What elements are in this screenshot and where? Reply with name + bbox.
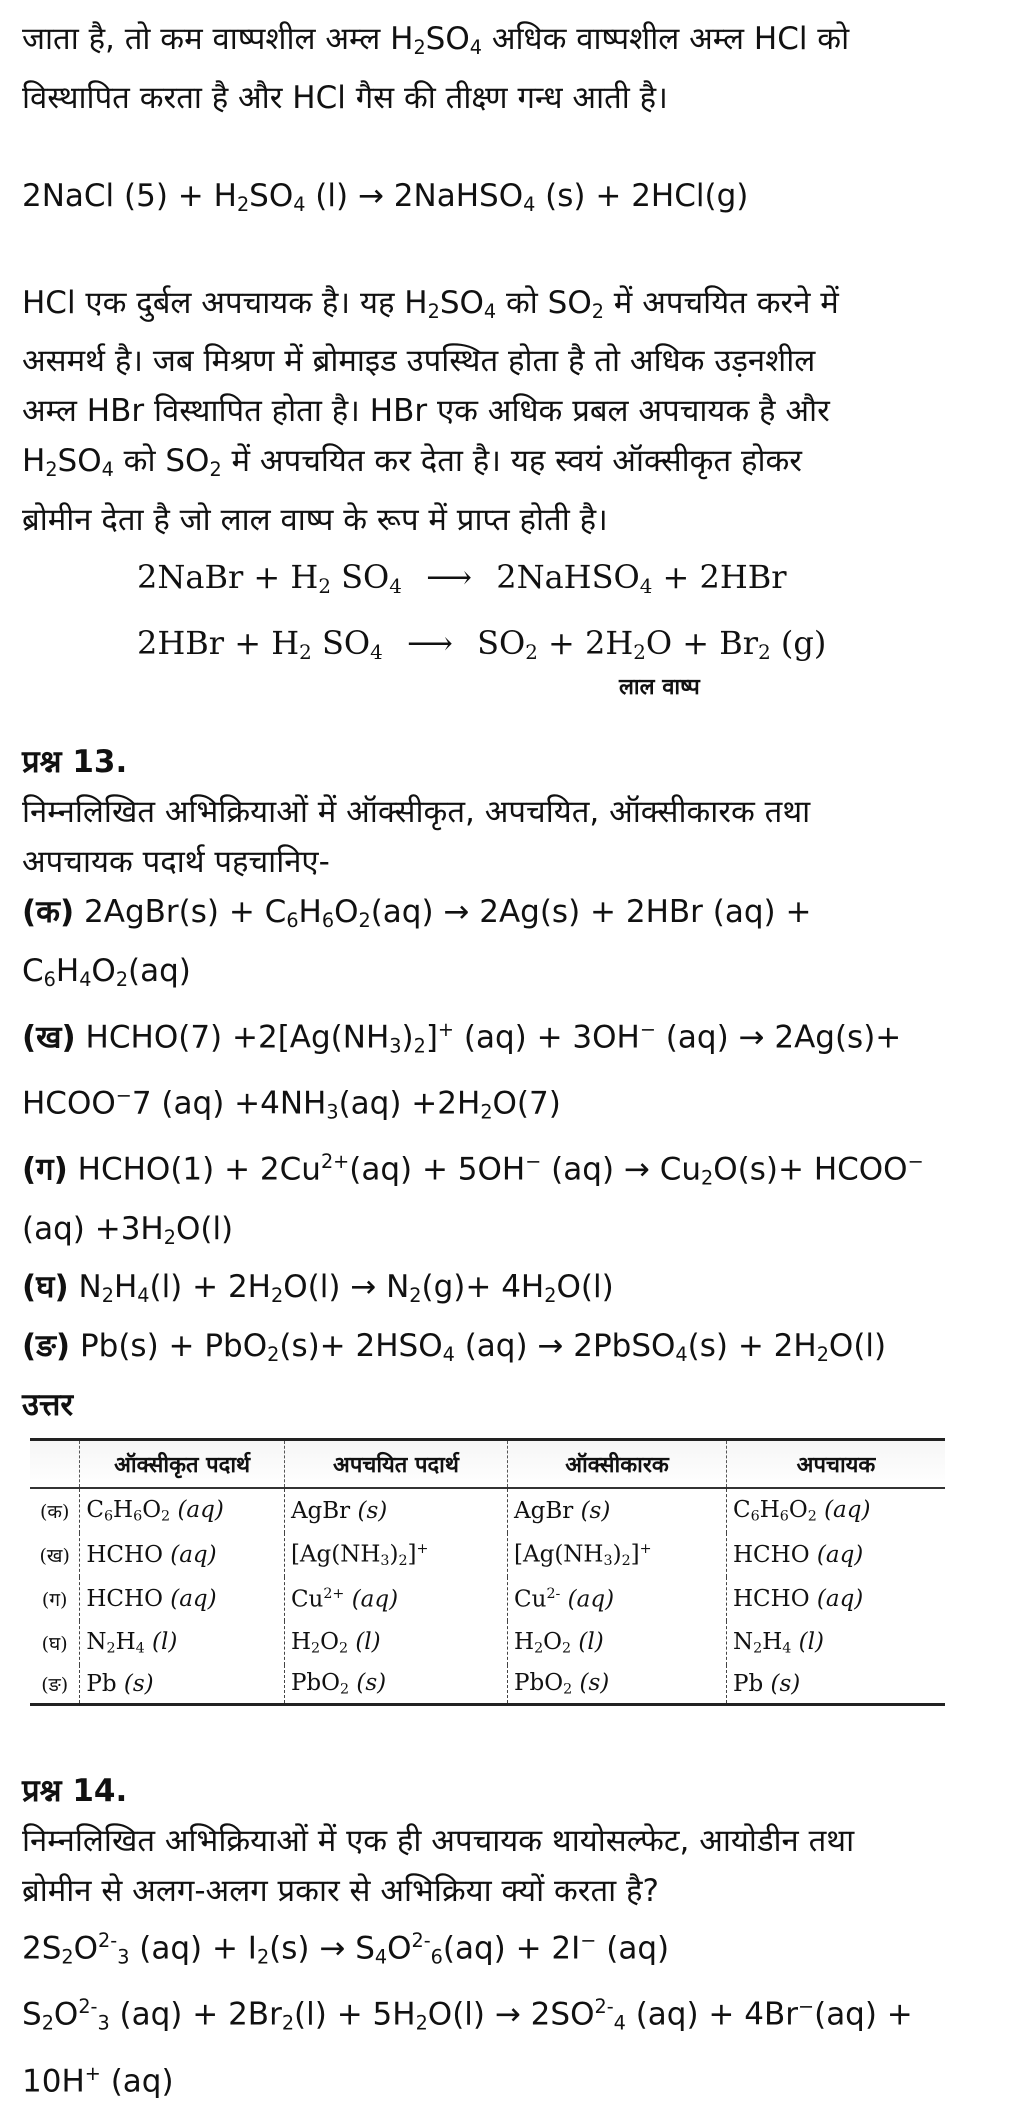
equation-hbr: $2HBr + H_2$ $SO_4$ ⟶ $SO_2 + 2H_2O + Br_2$ (g) (137, 624, 827, 665)
intro-line-2: विस्थापित करता है और HCl गैस की तीक्ष्ण गन्ध आती है। (22, 79, 668, 116)
table-cell: $N_2H_4$ (l) (80, 1621, 285, 1665)
page-content: जाता है, तो कम वाष्पशील अम्ल $H_2SO_4$ अधिक वाष्पशील अम्ल HCl को विस्थापित करता है और HCl गैस की तीक्ष्ण गन्ध आती है। 2NaCl $(5) + H_2SO_4$ (l) → 2NaHSO$_4$ (s) + 2HCl(g) HCl एक दुर्बल अपचायक है। यह $H_2SO_4$ को $SO_2$ में अपचयित करने में असमर्थ है। जब मिश्रण में ब्रोमाइड उपस्थित होता है तो अधिक उड़नशील अम्ल HBr विस्थापित होता है। HBr एक अधिक प्रबल अपचायक है और $H_2SO_4$ को $SO_2$ में अपचयित कर देता है। यह स्वयं ऑक्सीकृत होकर ब्रोमीन देता है जो लाल वाष्प के रूप में प्राप्त होती है। 2NaBr + $H_2$ $SO_4$ ⟶ 2NaHSO$_4$ + 2HBr $2HBr + H_2$ $SO_4$ ⟶ $SO_2 + 2H_2O + Br_2$ (g) लाल वाष्प प्रश्न 13. निम्नलिखित अभिक्रियाओं में ऑक्सीकृत, अपचयित, ऑक्सीकारक तथा अपचायक पदार्थ पहचानिए- (क) 2AgBr(s) + $C_6H_6O_2(aq) \to 2Ag(s) + 2HBr$ (aq) + $C_6H_4O_2(aq)$ (ख) HCHO(7) $+2[Ag(NH_3)_2]^+$ (aq) + 3OH− (aq) → 2Ag(s)+ HCOO−7 $(aq) +4NH_3(aq) +2H_2O(7)$ (ग) HCHO(1) + $2Cu^{2+}(aq) + 5OH^-$ $(aq) \to Cu_2O(s)+$ HCOO− $(aq) +3H_2O(l)$ (घ) $N_2H_4(l) + 2H_2O(l) \to N_2(g)+ 4H_2O(l)$ (ङ) $Pb(s) + PbO_2(s)+ 2HSO_4$ (aq) → 2PbSO$_4$(s) + $2H_2O(l)$ उत्तर ऑक्सीकृत पदार्थ अपचयित पदार्थ ऑक्सीकारक अपचायक (क) $C_6H_6O_2$ (aq) AgBr (s) AgBr (s) $C_6H_6O_2$ (aq) (ख) HCHO (aq) $[Ag(NH_3)_2]^+$ $[Ag(NH_3)_2]^+$ HCHO (aq) (ग) HCHO (aq) $Cu^{2+}$ (aq) $Cu^{2-}$ (aq) HCHO (aq) (घ) $N_2H_4$ (l) $H_2O_2$ (l) $H_2O_2$ (l) $N_2H_4$ (l) (ङ) Pb (s) PbO$_2$ (s) PbO$_2$ (s) Pb (s) प्रश्न 14. निम्नलिखित अभिक्रियाओं में एक ही अपचायक थायोसल्फेट, आयोडीन तथा ब्रोमीन से अलग-अलग प्रकार से अभिक्रिया क्यों करता है? $2S_2O^{2-}_3$ $(aq) + I_2(s) \to S_4O^{2-}_6(aq) + 2I^-$ (aq) $S_2O^{2-}_3$ $(aq) + 2Br_2(l) + 5H_2O(l) \to 2SO^{2-}_4$ (aq) + 4Br−(aq) + 10H+ (aq) (22, 14, 1007, 2106)
table-cell: $Cu^{2-}$ (aq) (508, 1577, 727, 1621)
reaction-c: (ग) HCHO(1) + $2Cu^{2+}(aq) + 5OH^-$ $(aq) \to Cu_2O(s)+$ HCOO− (22, 1150, 924, 1190)
table-cell: (क) (39, 1501, 70, 1524)
table-header-row (30, 1440, 945, 1489)
table-row (30, 1533, 945, 1577)
table-cell: $C_6H_6O_2$ (aq) (727, 1488, 946, 1533)
table-row (30, 1488, 945, 1533)
table-header (30, 1440, 80, 1489)
explanation-paragraph: HCl एक दुर्बल अपचायक है। यह $H_2SO_4$ को $SO_2$ में अपचयित करने में असमर्थ है। जब मिश्रण में ब्रोमाइड उपस्थित होता है तो अधिक उड़नशील अम्ल HBr विस्थापित होता है। HBr एक अधिक प्रबल अपचायक है और $H_2SO_4$ को $SO_2$ में अपचयित कर देता है। यह स्वयं ऑक्सीकृत होकर ब्रोमीन देता है जो लाल वाष्प के रूप में प्राप्त होती है। (22, 284, 839, 539)
table-header: अपचयित पदार्थ (284, 1440, 507, 1489)
question-13-prompt: निम्नलिखित अभिक्रियाओं में ऑक्सीकृत, अपचयित, ऑक्सीकारक तथा (22, 794, 811, 831)
reaction-b: (ख) HCHO(7) $+2[Ag(NH_3)_2]^+$ (aq) + 3OH− (aq) → 2Ag(s)+ (22, 1017, 902, 1058)
table-cell: (ग) (41, 1589, 68, 1612)
table-cell: Pb (s) (727, 1665, 946, 1705)
scanned-equations (137, 549, 1007, 681)
table-cell: HCHO (aq) (80, 1577, 285, 1621)
table-cell: $[Ag(NH_3)_2]^+$ (508, 1533, 727, 1577)
thiosulfate-iodine-equation: $2S_2O^{2-}_3$ $(aq) + I_2(s) \to S_4O^{2-}_6(aq) + 2I^-$ (aq) (22, 1929, 670, 1969)
thiosulfate-bromine-equation: $S_2O^{2-}_3$ $(aq) + 2Br_2(l) + 5H_2O(l) \to 2SO^{2-}_4$ (aq) + 4Br−(aq) + (22, 1995, 913, 2035)
table-row (30, 1665, 945, 1705)
table-cell: (ख) (39, 1545, 70, 1568)
table-cell: AgBr (s) (284, 1488, 507, 1533)
table-cell: $H_2O_2$ (l) (284, 1621, 507, 1665)
table-header: ऑक्सीकृत पदार्थ (80, 1440, 285, 1489)
reaction-a: (क) 2AgBr(s) + $C_6H_6O_2(aq) \to 2Ag(s) + 2HBr$ (aq) + (22, 894, 812, 932)
red-vapour-note: लाल वाष्प (619, 675, 700, 701)
table-cell: $C_6H_6O_2$ (aq) (80, 1488, 285, 1533)
table-cell: PbO$_2$ (s) (508, 1665, 727, 1705)
table-row (30, 1577, 945, 1621)
table-cell: $[Ag(NH_3)_2]^+$ (284, 1533, 507, 1577)
intro-line-1: जाता है, तो कम वाष्पशील अम्ल $H_2SO_4$ अधिक वाष्पशील अम्ल HCl को (22, 21, 850, 59)
reaction-d: (घ) $N_2H_4(l) + 2H_2O(l) \to N_2(g)+ 4H_2O(l)$ (22, 1269, 614, 1308)
table-cell: HCHO (aq) (727, 1533, 946, 1577)
table-cell: AgBr (s) (508, 1488, 727, 1533)
reaction-e: (ङ) $Pb(s) + PbO_2(s)+ 2HSO_4$ (aq) → 2PbSO$_4$(s) + $2H_2O(l)$ (22, 1328, 887, 1367)
table-cell: $N_2H_4$ (l) (727, 1621, 946, 1665)
table-row (30, 1621, 945, 1665)
question-14-prompt: निम्नलिखित अभिक्रियाओं में एक ही अपचायक थायोसल्फेट, आयोडीन तथा (22, 1823, 855, 1860)
table-cell: Pb (s) (80, 1665, 285, 1705)
answer-table (30, 1438, 945, 1706)
equation-nacl: 2NaCl $(5) + H_2SO_4$ (l) → 2NaHSO$_4$ (s) + 2HCl(g) (22, 177, 749, 216)
table-header: ऑक्सीकारक (508, 1440, 727, 1489)
table-cell: PbO$_2$ (s) (284, 1665, 507, 1705)
question-13-heading: प्रश्न 13. (22, 744, 128, 781)
table-cell: (घ) (41, 1633, 68, 1656)
answer-heading: उत्तर (22, 1387, 74, 1424)
table-cell: $H_2O_2$ (l) (508, 1621, 727, 1665)
table-cell: HCHO (aq) (80, 1533, 285, 1577)
question-14-heading: प्रश्न 14. (22, 1773, 128, 1810)
table-header: अपचायक (727, 1440, 946, 1489)
table-cell: (ङ) (30, 1665, 80, 1705)
equation-nabr: 2NaBr + $H_2$ $SO_4$ ⟶ 2NaHSO$_4$ + 2HBr (137, 558, 787, 599)
table-cell: HCHO (aq) (727, 1577, 946, 1621)
table-cell: $Cu^{2+}$ (aq) (284, 1577, 507, 1621)
